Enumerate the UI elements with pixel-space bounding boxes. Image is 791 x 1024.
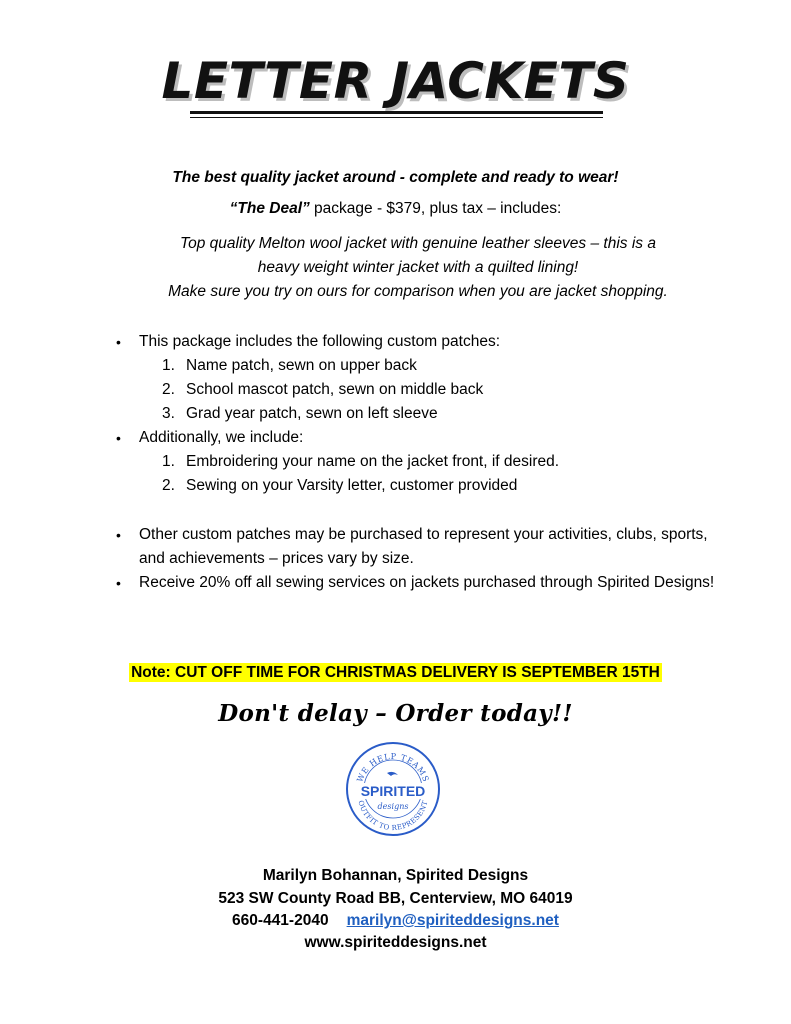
description-line-3: Make sure you try on ours for comparison when you are jacket shopping. xyxy=(168,283,668,300)
page-title: LETTER JACKETS xyxy=(161,52,630,110)
bullet-icon: • xyxy=(116,334,121,350)
logo-bottom-text: OUTFIT TO REPRESENT xyxy=(356,799,430,833)
list-item-text: School mascot patch, sewn on middle back xyxy=(186,381,484,398)
list-number: 1. xyxy=(162,357,175,374)
bird-icon xyxy=(387,772,398,776)
contact-name: Marilyn Bohannan, Spirited Designs xyxy=(262,867,529,884)
logo-top-text: WE HELP TEAMS xyxy=(355,751,431,784)
email-link[interactable]: marilyn@spiriteddesigns.net xyxy=(346,912,559,929)
list-item xyxy=(116,354,716,378)
bullet-text: Receive 20% off all sewing services on jackets purchased through Spirited Designs! xyxy=(139,574,715,591)
bullet-text: This package includes the following custom patches: xyxy=(139,333,501,350)
bullet-text: Additionally, we include: xyxy=(139,429,304,446)
list-item xyxy=(116,450,716,474)
list-item-text: Grad year patch, sewn on left sleeve xyxy=(186,405,438,422)
note-banner xyxy=(0,664,791,682)
bullet-discount xyxy=(116,571,716,595)
deal-name: “The Deal” xyxy=(229,200,310,217)
list-item xyxy=(116,378,716,402)
extras-bullet-list xyxy=(116,523,716,595)
list-item-text: Embroidering your name on the jacket front, if desired. xyxy=(186,453,560,470)
spirited-designs-logo xyxy=(345,741,441,837)
list-item xyxy=(116,402,716,426)
logo-brand: SPIRITED xyxy=(360,783,426,799)
bullet-icon: • xyxy=(116,575,121,591)
bullet-text: Other custom patches may be purchased to represent your activities, clubs, sports, and achievements – prices vary by size. xyxy=(139,526,708,567)
title-underline xyxy=(190,111,603,118)
list-number: 2. xyxy=(162,381,175,398)
website-link[interactable]: www.spiriteddesigns.net xyxy=(304,934,487,951)
contact-phone: 660-441-2040 xyxy=(232,912,329,929)
note-text: Note: CUT OFF TIME FOR CHRISTMAS DELIVERY IS SEPTEMBER 15TH xyxy=(131,664,660,681)
list-number: 3. xyxy=(162,405,175,422)
bullet-additionally xyxy=(116,426,716,450)
description-line-2: heavy weight winter jacket with a quilted lining! xyxy=(257,259,579,276)
list-item-text: Sewing on your Varsity letter, customer provided xyxy=(186,477,518,494)
contact-line xyxy=(0,912,791,930)
slogan: Don't delay – Order today!! xyxy=(218,700,573,727)
package-bullet-list xyxy=(116,330,716,498)
list-item-text: Name patch, sewn on upper back xyxy=(186,357,417,374)
bullet-custom-patches xyxy=(116,523,716,571)
list-number: 2. xyxy=(162,477,175,494)
contact-address: 523 SW County Road BB, Centerview, MO 64019 xyxy=(218,890,573,907)
bullet-icon: • xyxy=(116,527,121,543)
logo-sub: designs xyxy=(377,802,409,811)
list-number: 1. xyxy=(162,453,175,470)
bullet-package-includes xyxy=(116,330,716,354)
deal-line xyxy=(0,200,791,218)
tagline: The best quality jacket around - complete and ready to wear! xyxy=(172,169,619,186)
svg-text:WE HELP TEAMS xyxy=(355,752,430,784)
bullet-icon: • xyxy=(116,430,121,446)
description-line-1: Top quality Melton wool jacket with genuine leather sleeves – this is a xyxy=(180,235,656,252)
list-item xyxy=(116,474,716,498)
deal-text: package - $379, plus tax – includes: xyxy=(309,200,562,217)
